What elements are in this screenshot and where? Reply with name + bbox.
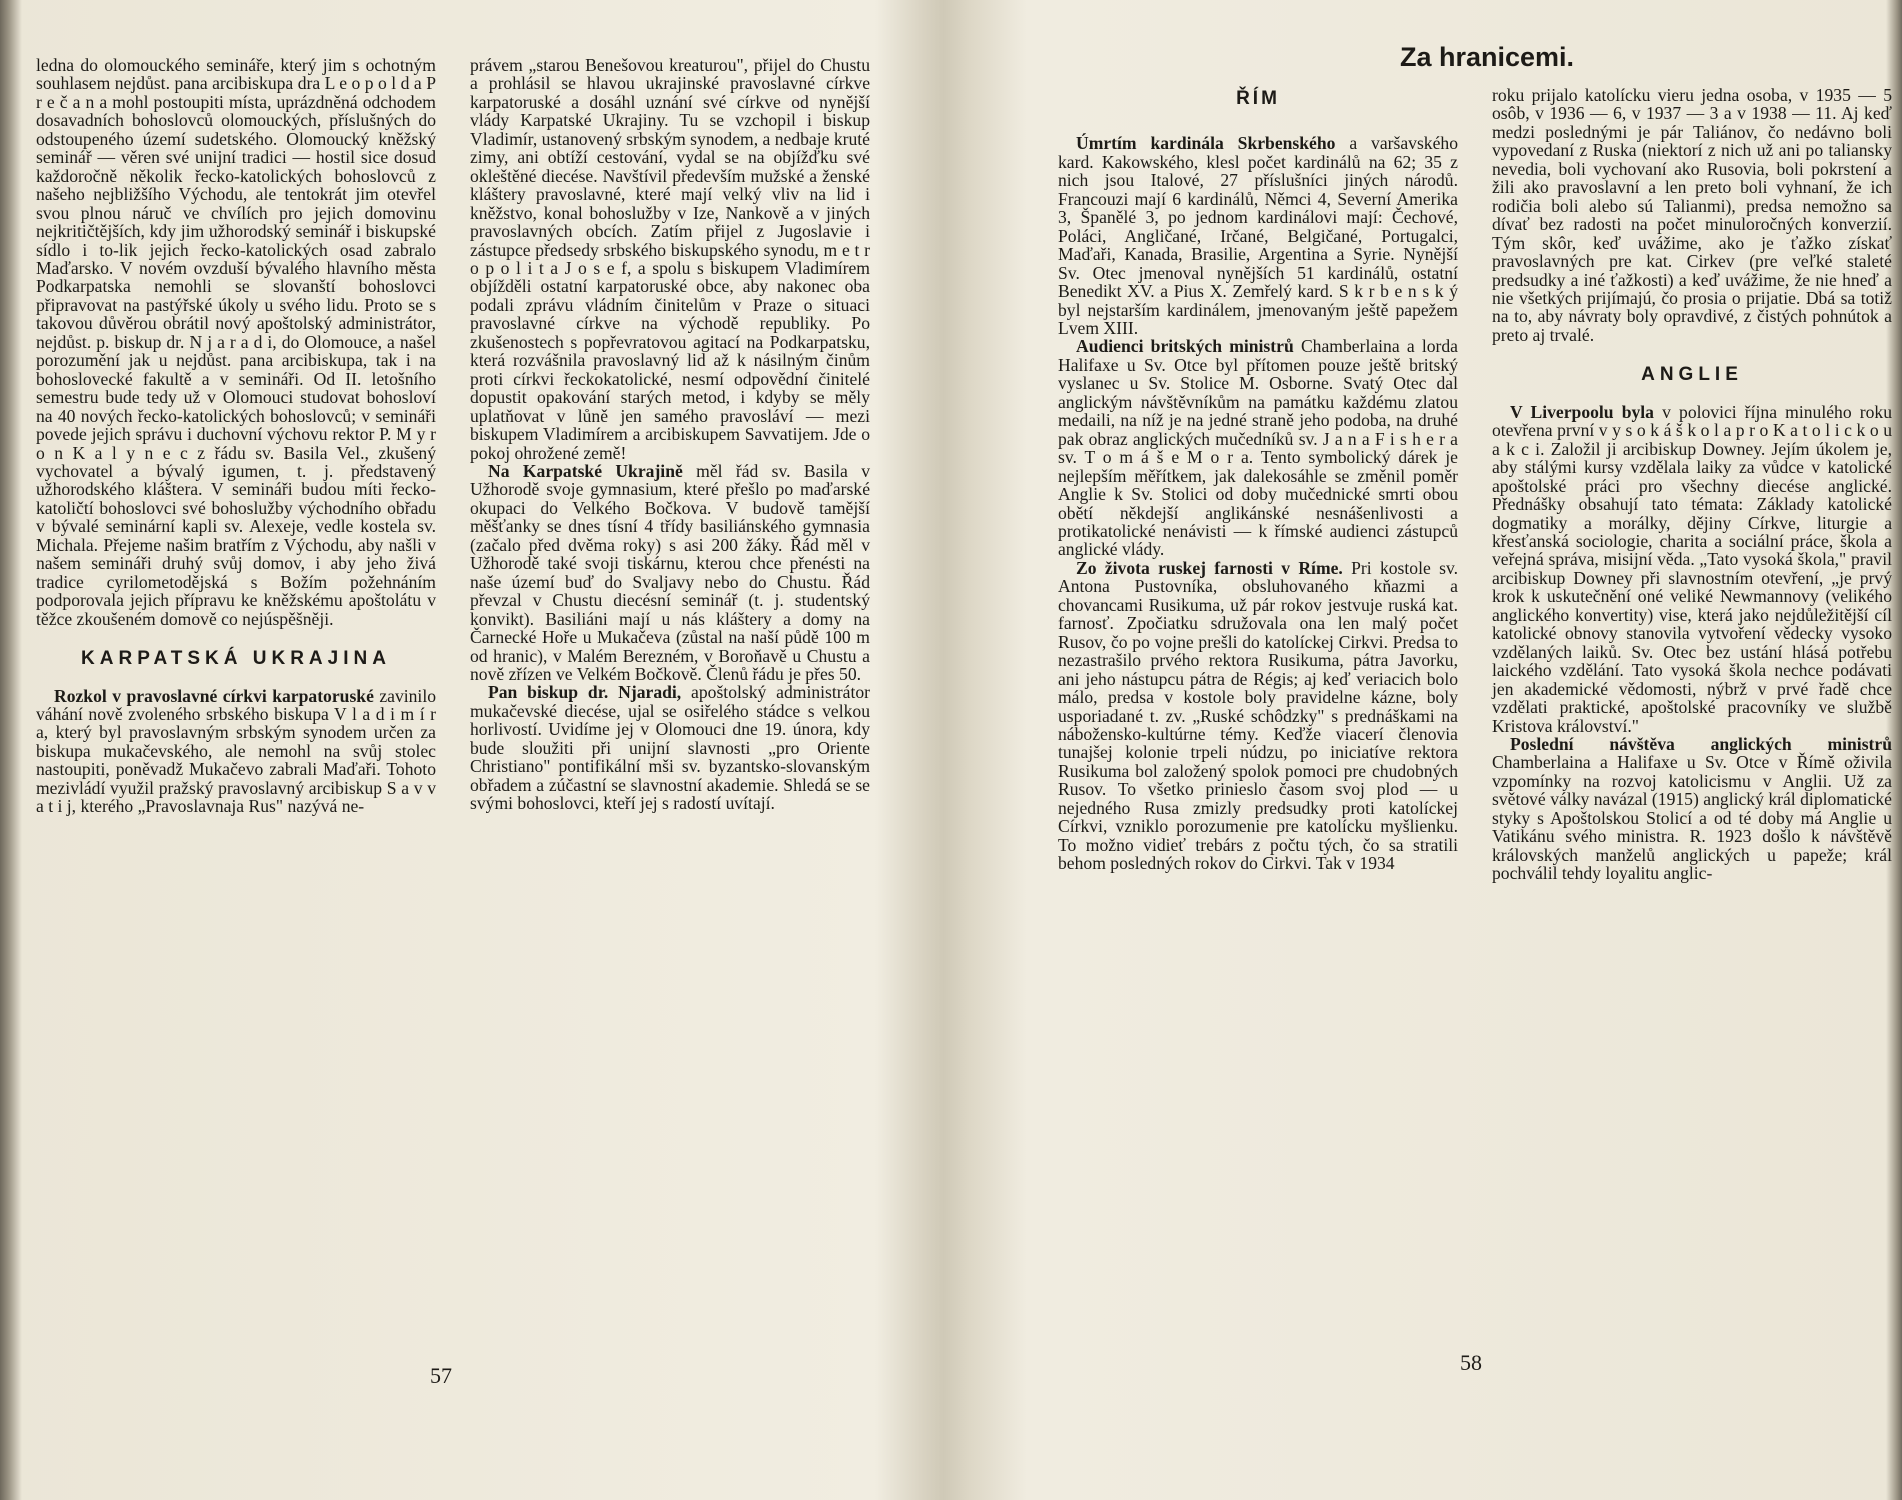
page-number-right: 58 [1460,1350,1482,1375]
paragraph-body: zavinilo váhání nově zvoleného srbského biskupa V l a d i m í r a, který byl pravoslavným srbským synodem určen za biskupa mukačevského, ale nemohl na svůj stolec nastoupiti, poněvadž Mukačevo zabrali Maďaři. Tohoto mezivládí využil pražský pravoslavný arcibiskup S a v v a t i j, kterého „Pravoslavnaja Rus" nazývá ne- [36,685,437,817]
section-heading-anglie: ANGLIE [1641,364,1743,386]
paragraph-body: Pri kostole sv. Antona Pustovníka, obsluhovaného kňazmi a chovancami Rusikuma, už pár rokov jestvuje ruská kat. farnosť. Zpočiatku sdružovala ona len malý počet Rusov, čo po vojne prešli do katolíckej Cirkvi. Predsa to nezastrašilo prvého rektora Rusikuma, pátra Javorku, ani jeho nástupcu pátra de Régis; aj keď veriacich bolo málo, predsa v kostole boly pravidelne kázne, boly usporiadané t. zv. „Ruské schôdzky" s prednáškami na nábožensko-kultúrne témy. Keďže viacerí členovia tunajšej kolonie trpeli núdzu, po iniciatíve rektora Rusikuma bol založený spolok pomoci pre chudobných Rusov. To všetko prinieslo časom svoj plod — u nejedného Rusa zmizly predsudky proti katolíckej Církvi, vzniklo porozumenie pre katolícku myšlienku. To možno vidieť trebárs z počtu tých, čo sa stratili behom posledných rokov do Cirkvi. Tak v 1934 [1058,557,1458,874]
paragraph-body: Chamberlaina a Halifaxe u Sv. Otce v Římě oživila vzpomínky na rozvoj katolicismu v Anglii. Už za světové války navázal (1915) anglický král diplomatické styky s Apoštolskou Stolicí a od té doby má Anglie u Vatikánu svého ministra. R. 1923 došlo k návštěvě královských manželů anglických u papeže; král pochválil tehdy loyalitu anglic- [1492,752,1892,884]
paragraph [1058,134,1458,337]
book-edge-left [0,0,22,1500]
paragraph [1492,735,1892,883]
column-1 [36,56,436,816]
paragraph-lead: Zo života ruskej farnosti v Ríme. [1076,557,1343,578]
column-3 [1058,86,1458,873]
section-heading-karpatska: KARPATSKÁ UKRAJINA [81,648,391,670]
paragraph-body: a varšavského kard. Kakowského, klesl počet kardinálů na 62; 35 z nich jsou Italové, 27 příslušníci jiných národů. Francouzi mají 6 kardinálů, Němci 4, Severní Amerika 3, Španělé 3, po jednom kardinálovi mají: Čechové, Poláci, Angličané, Irčané, Belgičané, Portugalci, Maďaři, Kanada, Brasilie, Argentina a Syrie. Nynější Sv. Otec jmenoval nynějších 51 kardinálů, ostatní Benedikt XV. a Pius X. Zemřelý kard. S k r b e n s k ý byl nejstarším kardinálem, jmenovaným ještě papežem Lvem XIII. [1058,133,1458,338]
paragraph: právem „starou Benešovou kreaturou", přijel do Chustu a prohlásil se hlavou ukrajinské pravoslavné církve karpatoruské a dosáhl uznání své církve od nynější vlády Karpatské Ukrajiny. Tu se vzchopil i biskup Vladimír, ustanovený srbským synodem, a nedbaje kruté zimy, ani obtíží cestování, vydal se na objížďku své okleštěné diecése. Navštívil především mužské a ženské kláštery pravoslavné, které mají velký vliv na lid i kněžstvo, konal bohoslužby v Ize, Nankově a v jiných pravoslavných obcích. Zatím přijel z Jugoslavie i zástupce předsedy srbského biskupského synodu, m e t r o p o l i t a J o s e f, a spolu s biskupem Vladimírem objížděli ostatní karpatoruské obce, aby nakonec oba podali zprávu vládním činitelům v Praze o situaci pravoslavné církve na východě republiky. Po zkušenostech s popřevratovou agitací na Podkarpatsku, která rozvášnila pravoslavný lid až k násilným činům proti církvi řeckokatolické, nesmí odpovědní činitelé dopustit opakování starých metod, i kdyby se měly uplatňovat v lůně jen samého pravosláví — mezi biskupem Vladimírem a arcibiskupem Savvatijem. Jde o pokoj ohrožené země! [470,55,870,463]
paragraph-body: v polovici října minulého roku otevřena první v y s o k á š k o l a p r o K a t o l i c k o u a k c i. Založil ji arcibiskup Downey. Jejím úkolem je, aby stálými kursy vzdělala laiky za vůdce v katolické apoštolské práci pro všechny diecése anglické. Přednášky obsahují tato témata: Základy katolické dogmatiky a morálky, dějiny Církve, liturgie a křesťanská sociologie, charita a sociální práce, škola a veřejná správa, misijní věda. „Tato vysoká škola," pravil arcibiskup Downey při slavnostním otevření, „je prvý krok k uskutečnění oné veliké Newmannovy (velikého anglického konvertity) vise, která jako nejdůležitější cíl katolické obnovy stanovila vytvoření vědecky vysoko vzdělaných laiků. Sv. Otec bez ustání hlásá potřebu laického vzdělání. Tato vysoká škola nechce podávati jen akademické vědomosti, nýbrž v prvé řadě chce vzdělati praktické, apoštolské pracovníky ve službě Kristova království." [1492,401,1892,736]
paragraph [36,687,436,816]
paragraph-lead: Pan biskup dr. Njaradi, [488,682,682,703]
section-header: Za hranicemi. [1400,42,1575,72]
paragraph-lead: Audienci britských ministrů [1076,336,1294,357]
paragraph-lead: Na Karpatské Ukrajině [488,460,683,481]
section-heading-rim: ŘÍM [1236,88,1280,109]
paragraph [1492,403,1892,735]
paragraph [470,462,870,683]
paragraph-body: Chamberlaina a lorda Halifaxe u Sv. Otce byl přítomen pouze ještě britský vyslanec u Sv. Stolice M. Osborne. Svatý Otec dal anglickým návštěvníkům na památku každému zlatou medaili, na níž je na jedné straně jeho podoba, na druhé pak obraz anglických mučedníků sv. J a n a F i s h e r a sv. T o m á š e M o r a. Tento symbolický dárek je nejlepším měřítkem, jak dalekosáhle se změnil poměr Anglie k Sv. Stolici od doby mučednické smrti obou obětí někdejší anglikánské nesnášenlivosti a protikatolické nenávisti — k římské audienci zástupců anglické vlády. [1058,336,1458,560]
paragraph [1058,559,1458,873]
column-4 [1492,86,1892,883]
page-number-left: 57 [430,1363,452,1388]
paragraph-lead: Poslední návštěva anglických ministrů [1510,733,1892,754]
paragraph-lead: Úmrtím kardinála Skrbenského [1076,133,1336,154]
paragraph: roku prijalo katolícku vieru jedna osoba, v 1935 — 5 osôb, v 1936 — 6, v 1937 — 3 a v 1938 — 11. Aj keď medzi poslednými je pár Taliánov, čo nedávno boli vypovedaní z Ruska (niektorí z nich už ani po taliansky nevedia, boli vychovaní ako Rusovia, boli pokrstení a žili ako pravoslavní a len preto boli vyhnaní, že ich rodičia boli alebo sú Talianmi), predsa nemožno sa dívať bez radosti na počet minuloročných konverzií. Tým skôr, keď uvážime, ako je ťažko získať pravoslavných pre kat. Cirkev (pre veľké staleté predsudky a iné ťažkosti) a keď uvážime, že nie hneď a nie všetkých prijímajú, čo prosia o prijatie. Dbá sa totiž na to, aby návraty boly opravdivé, z čistých pohnútok a preto aj trvalé. [1492,85,1892,345]
paragraph-lead: V Liverpoolu byla [1510,401,1654,422]
paragraph-body: apoštolský administrátor mukačevské diecése, ujal se osiřelého stádce s velkou horlivostí. Uvidíme jej v Olomouci dne 19. února, kdy bude sloužiti při unijní slavnosti „pro Oriente Christiano" pontifikální mši sv. byzantsko-slovanským obřadem a zúčastní se slavnostní akademie. Shledá se se svými bohoslovci, kteří jej s radostí uvítají. [470,682,870,814]
paragraph [470,683,870,812]
paragraph-lead: Rozkol v pravoslavné církvi karpatoruské [54,685,374,706]
paragraph-body: měl řád sv. Basila v Užhorodě svoje gymnasium, které přešlo po maďarské okupaci do Velkého Bočkova. V budově tamější měšťanky se dnes tísní 4 třídy basiliánského gymnasia (začalo před dvěma roky) s asi 200 žáky. Řád měl v Užhorodě také svoji tiskárnu, kterou chce přenésti na naše území buď do Svaljavy nebo do Chustu. Řád převzal v Chustu diecésní seminář (t. j. studentský konvikt). Basiliáni mají u nás kláštery a domy na Čarnecké Hoře u Mukačeva (zůstal na naší půdě 100 m od hranic), v Malém Berezném, v Boroňavě u Chustu a nově zřízen ve Velkém Bočkově. Členů řádu je přes 50. [470,460,870,684]
paragraph [1058,337,1458,558]
paragraph: ledna do olomouckého semináře, který jim s ochotným souhlasem nejdůst. pana arcibiskupa dra L e o p o l d a P r e č a n a mohl postoupiti místa, uprázdněná odchodem dosavadních bohoslovců olomouckých, příslušných do odstoupeného území sudetského. Olomoucký kněžský seminář — věren své unijní tradici — hostil sice dosud každoročně několik řecko-katolických bohoslovců z našeho nejbližšího Východu, ale tentokrát jim otevřel svou plnou náruč ve chvílích pro jejich domovinu nejkritičtějších, kdy jim užhorodský seminář i biskupské sídlo i to-lik jejich řecko-katolických osad zabralo Maďarsko. V novém ovzduší bývalého hlavního města Podkarpatska nemohli se slovanští bohoslovci připravovat na pastýřské úkoly u svého lidu. Proto se s takovou důvěrou obrátil nový apoštolský administrátor, nejdůst. p. biskup dr. N j a r a d i, do Olomouce, a našel porozumění jak u nejdůst. pana arcibiskupa, tak i na bohoslovecké fakultě a v semináři. Od II. letošního semestru bude tedy už v Olomouci studovat bohosloví na 40 nových řecko-katolických bohoslovců; v semináři povede jejich správu i duchovní výchovu rektor P. M y r o n K a l y n e c z řádu sv. Basila Vel., zkušený vychovatel a bývalý igumen, t. j. představený užhorodského kláštera. V semináři budou míti řecko-katoličtí bohoslovci své bohoslužby východního obřadu v bývalé seminární kapli sv. Alexeje, vedle kostela sv. Michala. Přejeme našim bratřím z Východu, aby našli v našem semináři druhý svůj domov, i aby jeho živá tradice cyrilometodějská s Božím požehnáním podporovala jejich přípravu ke kněžskému apoštolátu v těžce zkoušeném domově co nejúspěšněji. [36,55,436,629]
column-2 [470,56,870,813]
